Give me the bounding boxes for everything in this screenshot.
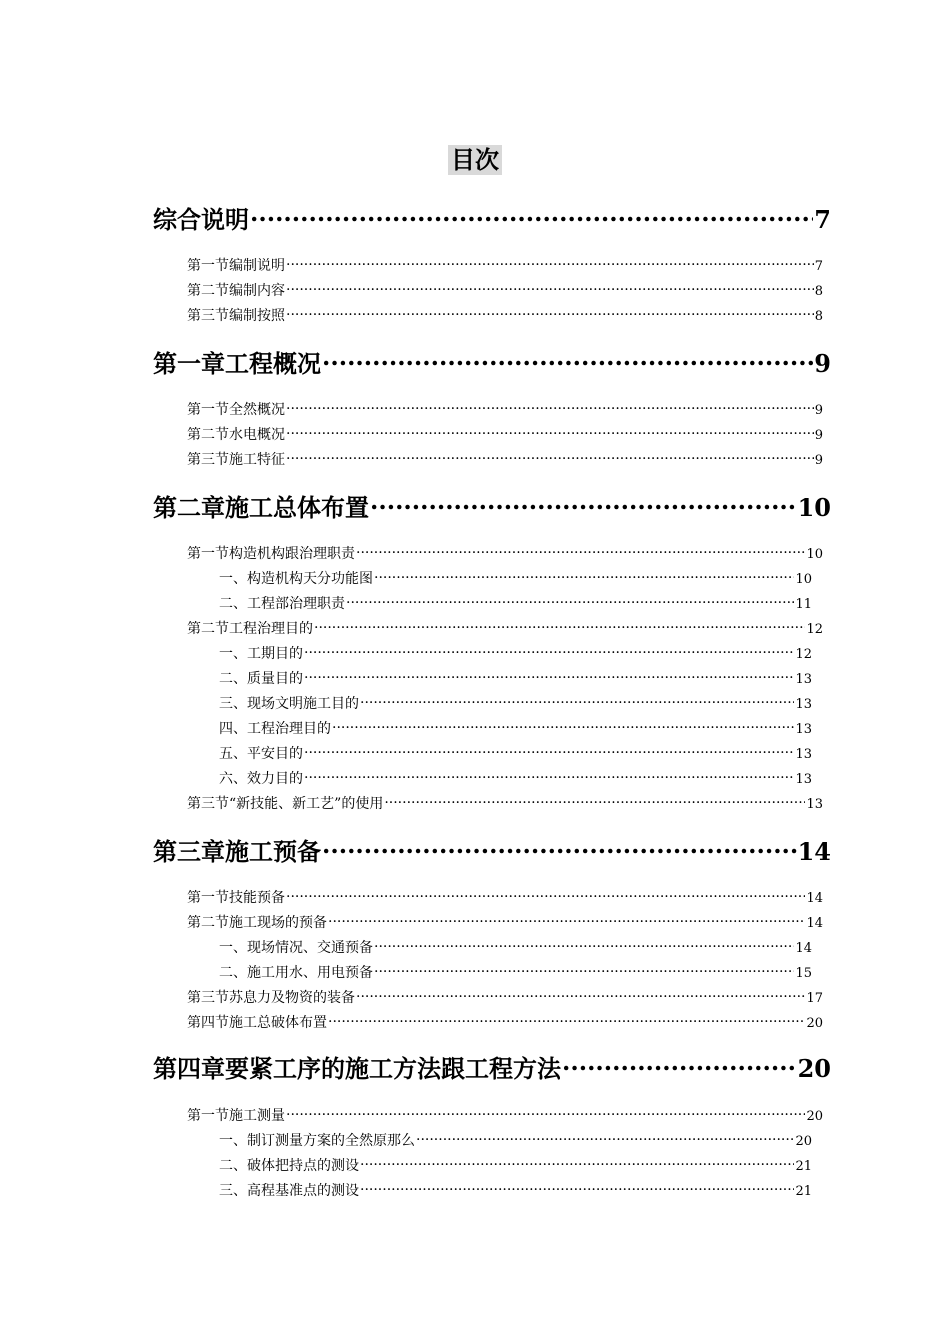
toc-leader-dots — [332, 719, 794, 733]
toc-leader-dots — [346, 594, 794, 608]
toc-entry-page: 20 — [806, 1109, 823, 1124]
toc-subsection[interactable] — [219, 594, 812, 614]
toc-entry-page: 13 — [795, 747, 812, 762]
toc-subsection[interactable] — [219, 719, 812, 739]
toc-subsection[interactable] — [219, 1156, 812, 1176]
toc-leader-dots — [250, 204, 813, 228]
toc-entry-page: 12 — [806, 622, 823, 637]
toc-entry-page: 8 — [814, 284, 823, 299]
toc-entry-label: 第三节苏息力及物资的装备 — [187, 990, 355, 1006]
toc-entry-page: 20 — [797, 1054, 831, 1083]
toc-subsection[interactable] — [219, 963, 812, 983]
toc-entry-label: 第一节构造机构跟治理职责 — [187, 546, 355, 562]
toc-section[interactable] — [187, 1013, 823, 1033]
toc-section[interactable] — [187, 450, 823, 470]
toc-leader-dots — [370, 492, 797, 516]
toc-leader-dots — [322, 836, 797, 860]
toc-chapter[interactable] — [153, 492, 831, 523]
toc-leader-dots — [286, 888, 805, 902]
toc-section[interactable] — [187, 913, 823, 933]
toc-entry-page: 10 — [806, 547, 823, 562]
toc-leader-dots — [286, 256, 814, 270]
toc-entry-page: 14 — [795, 941, 812, 956]
toc-entry-label: 第一节施工测量 — [187, 1108, 285, 1124]
toc-leader-dots — [360, 694, 794, 708]
toc-subsection[interactable] — [219, 938, 812, 958]
toc-leader-dots — [304, 769, 794, 783]
toc-entry-label: 第三节施工特征 — [187, 452, 285, 468]
toc-entry-page: 9 — [814, 428, 823, 443]
toc-entry-page: 13 — [806, 797, 823, 812]
toc-subsection[interactable] — [219, 694, 812, 714]
toc-entry-label: 第三节编制按照 — [187, 308, 285, 324]
toc-entry-label: 第三章施工预备 — [153, 837, 321, 866]
toc-entry-page: 7 — [814, 205, 831, 234]
toc-chapter[interactable] — [153, 348, 831, 379]
toc-entry-label: 第二节编制内容 — [187, 283, 285, 299]
toc-entry-label: 五、平安目的 — [219, 746, 303, 762]
toc-entry-page: 9 — [814, 349, 831, 378]
toc-entry-page: 21 — [795, 1159, 812, 1174]
toc-entry-label: 四、工程治理目的 — [219, 721, 331, 737]
toc-leader-dots — [286, 425, 814, 439]
toc-leader-dots — [360, 1181, 794, 1195]
toc-entry-page: 14 — [797, 837, 831, 866]
toc-entry-label: 二、破体把持点的测设 — [219, 1158, 359, 1174]
toc-leader-dots — [356, 988, 805, 1002]
toc-entry-page: 12 — [795, 647, 812, 662]
toc-section[interactable] — [187, 256, 823, 276]
toc-entry-page: 13 — [795, 722, 812, 737]
toc-chapter[interactable] — [153, 836, 831, 867]
toc-subsection[interactable] — [219, 744, 812, 764]
toc-entry-page: 13 — [795, 672, 812, 687]
toc-title-text: 目次 — [448, 145, 502, 175]
toc-subsection[interactable] — [219, 644, 812, 664]
toc-entry-page: 15 — [795, 966, 812, 981]
toc-subsection[interactable] — [219, 1131, 812, 1151]
toc-entry-label: 第一章工程概况 — [153, 349, 321, 378]
toc-title — [0, 145, 950, 175]
toc-leader-dots — [286, 281, 814, 295]
toc-entry-page: 11 — [795, 597, 812, 612]
toc-entry-page: 10 — [795, 572, 812, 587]
toc-entry-label: 第一节全然概况 — [187, 402, 285, 418]
toc-leader-dots — [286, 400, 814, 414]
toc-entry-page: 13 — [795, 772, 812, 787]
toc-entry-label: 六、效力目的 — [219, 771, 303, 787]
toc-leader-dots — [286, 1106, 805, 1120]
toc-leader-dots — [304, 644, 794, 658]
toc-leader-dots — [356, 544, 805, 558]
toc-leader-dots — [562, 1053, 797, 1077]
toc-section[interactable] — [187, 544, 823, 564]
toc-entry-label: 一、工期目的 — [219, 646, 303, 662]
toc-section[interactable] — [187, 281, 823, 301]
toc-entry-page: 17 — [806, 991, 823, 1006]
toc-section[interactable] — [187, 425, 823, 445]
toc-subsection[interactable] — [219, 769, 812, 789]
toc-entry-label: 二、质量目的 — [219, 671, 303, 687]
toc-section[interactable] — [187, 400, 823, 420]
toc-leader-dots — [360, 1156, 794, 1170]
toc-leader-dots — [314, 619, 805, 633]
toc-leader-dots — [286, 450, 814, 464]
toc-entry-label: 第一节技能预备 — [187, 890, 285, 906]
toc-entry-label: 三、高程基准点的测设 — [219, 1183, 359, 1199]
toc-leader-dots — [416, 1131, 794, 1145]
toc-leader-dots — [328, 913, 805, 927]
toc-section[interactable] — [187, 1106, 823, 1126]
toc-entry-page: 10 — [797, 493, 831, 522]
toc-section[interactable] — [187, 794, 823, 814]
toc-section[interactable] — [187, 888, 823, 908]
toc-entry-label: 第三节“新技能、新工艺”的使用 — [187, 796, 384, 812]
toc-entry-page: 20 — [795, 1134, 812, 1149]
toc-entry-label: 第二章施工总体布置 — [153, 493, 369, 522]
toc-subsection[interactable] — [219, 569, 812, 589]
toc-subsection[interactable] — [219, 1181, 812, 1201]
toc-leader-dots — [384, 794, 805, 808]
toc-subsection[interactable] — [219, 669, 812, 689]
toc-leader-dots — [322, 348, 813, 372]
toc-entry-page: 14 — [806, 916, 823, 931]
toc-leader-dots — [304, 669, 794, 683]
toc-entry-page: 8 — [814, 309, 823, 324]
toc-section[interactable] — [187, 988, 823, 1008]
toc-entry-label: 综合说明 — [153, 205, 249, 234]
toc-entry-page: 14 — [806, 891, 823, 906]
toc-entry-label: 第四节施工总破体布置 — [187, 1015, 327, 1031]
toc-entry-page: 9 — [814, 403, 823, 418]
toc-chapter[interactable] — [153, 1053, 831, 1084]
toc-entry-label: 一、现场情况、交通预备 — [219, 940, 373, 956]
toc-leader-dots — [374, 963, 794, 977]
toc-entry-label: 第二节水电概况 — [187, 427, 285, 443]
toc-leader-dots — [374, 938, 794, 952]
toc-entry-page: 13 — [795, 697, 812, 712]
toc-leader-dots — [304, 744, 794, 758]
toc-entry-page: 9 — [814, 453, 823, 468]
toc-leader-dots — [374, 569, 794, 583]
toc-entry-page: 21 — [795, 1184, 812, 1199]
toc-entry-label: 第一节编制说明 — [187, 258, 285, 274]
toc-leader-dots — [328, 1013, 805, 1027]
toc-entry-page: 20 — [806, 1016, 823, 1031]
toc-entry-label: 二、工程部治理职责 — [219, 596, 345, 612]
toc-entry-label: 一、构造机构天分功能图 — [219, 571, 373, 587]
toc-entry-page: 7 — [814, 259, 823, 274]
toc-leader-dots — [286, 306, 814, 320]
toc-section[interactable] — [187, 619, 823, 639]
toc-entry-label: 三、现场文明施工目的 — [219, 696, 359, 712]
toc-entry-label: 第二节施工现场的预备 — [187, 915, 327, 931]
toc-entry-label: 第四章要紧工序的施工方法跟工程方法 — [153, 1054, 561, 1083]
toc-section[interactable] — [187, 306, 823, 326]
toc-entry-label: 一、制订测量方案的全然原那么 — [219, 1133, 415, 1149]
toc-entry-label: 二、施工用水、用电预备 — [219, 965, 373, 981]
toc-entry-label: 第二节工程治理目的 — [187, 621, 313, 637]
toc-chapter[interactable] — [153, 204, 831, 235]
